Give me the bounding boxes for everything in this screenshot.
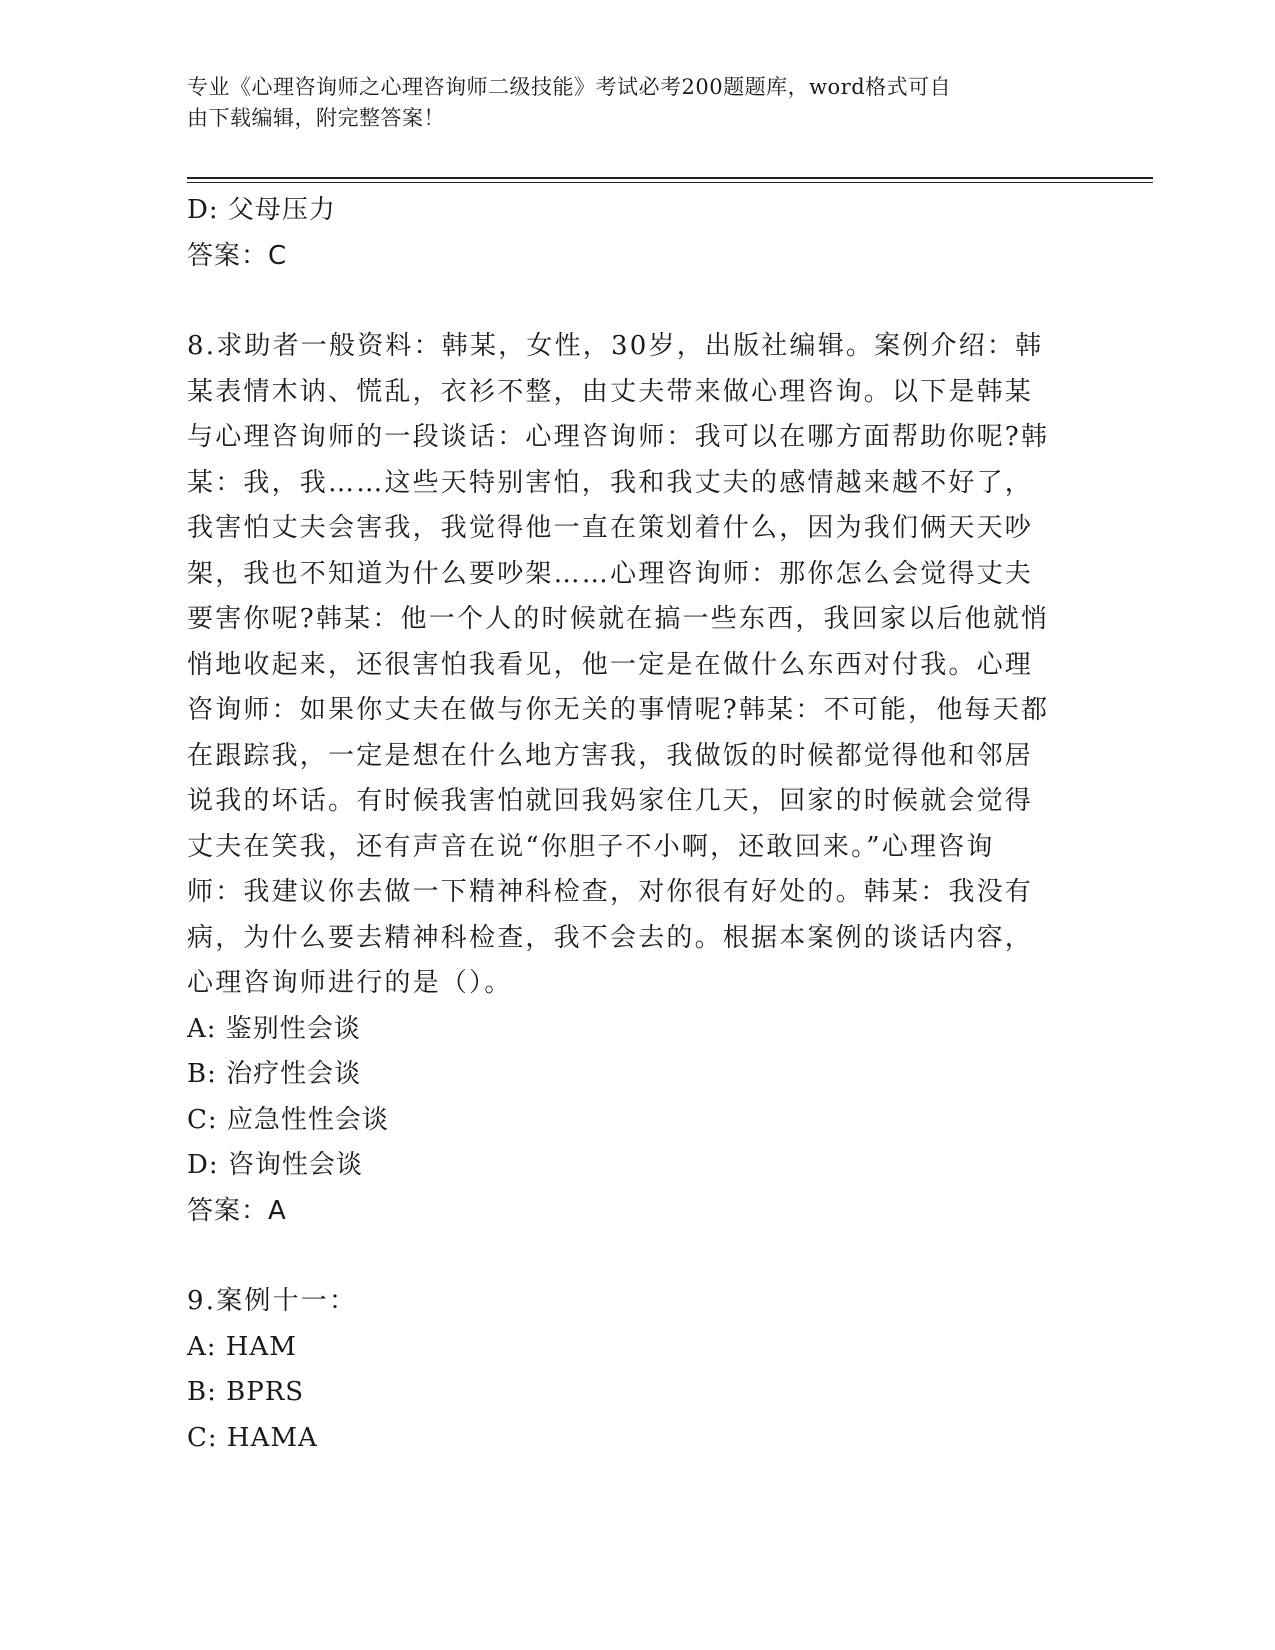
header-divider-thin — [187, 182, 1153, 183]
page-header — [187, 72, 1067, 134]
question-9 — [187, 1279, 1067, 1461]
spacer — [187, 279, 1067, 324]
question-8 — [187, 324, 1067, 1234]
question-8-stem-line: 我害怕丈夫会害我，我觉得他一直在策划着什么，因为我们俩天天吵 — [187, 513, 1034, 543]
question-9-option-b: B: BPRS — [187, 1377, 305, 1407]
question-9-option-c: C: HAMA — [187, 1422, 318, 1453]
prev-answer: 答案：C — [187, 240, 288, 271]
question-8-stem-line: 与心理咨询师的一段谈话：心理咨询师：我可以在哪方面帮助你呢?韩 — [187, 422, 1050, 452]
header-line-2: 由下载编辑，附完整答案！ — [187, 106, 445, 130]
question-8-stem-line: 师：我建议你去做一下精神科检查，对你很有好处的。韩某：我没有 — [187, 877, 1034, 907]
question-8-stem-line: 说我的坏话。有时候我害怕就回我妈家住几天，回家的时候就会觉得 — [187, 786, 1034, 816]
question-8-stem-line: 某表情木讷、慌乱，衣衫不整，由丈夫带来做心理咨询。以下是韩某 — [187, 376, 1034, 407]
question-8-stem-line: 丈夫在笑我，还有声音在说“你胆子不小啊，还敢回来。”心理咨询 — [187, 831, 995, 862]
question-8-stem-line: 某：我，我……这些天特别害怕，我和我丈夫的感情越来越不好了， — [187, 467, 1034, 498]
question-8-stem-line: 要害你呢?韩某：他一个人的时候就在搞一些东西，我回家以后他就悄 — [187, 604, 1050, 634]
question-8-answer: 答案：A — [187, 1195, 287, 1226]
question-8-stem-line: 病，为什么要去精神科检查，我不会去的。根据本案例的谈话内容， — [187, 922, 1034, 953]
spacer — [187, 1234, 1067, 1279]
question-8-stem-line: 8.求助者一般资料：韩某，女性，30岁，出版社编辑。案例介绍：韩 — [187, 331, 1044, 361]
question-8-stem-line: 心理咨询师进行的是（）。 — [187, 968, 513, 998]
question-9-option-a: A: HAM — [187, 1331, 297, 1362]
document-body — [187, 188, 1067, 1461]
question-8-option-d: D: 咨询性会谈 — [187, 1150, 363, 1180]
prev-option-d: D: 父母压力 — [187, 195, 336, 225]
question-8-stem-line: 悄地收起来，还很害怕我看见，他一定是在做什么东西对付我。心理 — [187, 649, 1034, 680]
question-8-option-a: A: 鉴别性会谈 — [187, 1013, 361, 1044]
question-8-stem-line: 咨询师：如果你丈夫在做与你无关的事情呢?韩某：不可能，他每天都 — [187, 695, 1050, 725]
question-8-option-c: C: 应急性性会谈 — [187, 1104, 389, 1135]
question-8-option-b: B: 治疗性会谈 — [187, 1059, 362, 1089]
question-8-stem-line: 架，我也不知道为什么要吵架……心理咨询师：那你怎么会觉得丈夫 — [187, 558, 1034, 589]
question-9-stem: 9.案例十一： — [187, 1286, 358, 1316]
header-divider-thick — [187, 177, 1153, 179]
header-line-1: 专业《心理咨询师之心理咨询师二级技能》考试必考200题题库，word格式可自 — [187, 75, 952, 99]
question-8-stem-line: 在跟踪我，一定是想在什么地方害我，我做饭的时候都觉得他和邻居 — [187, 740, 1034, 771]
